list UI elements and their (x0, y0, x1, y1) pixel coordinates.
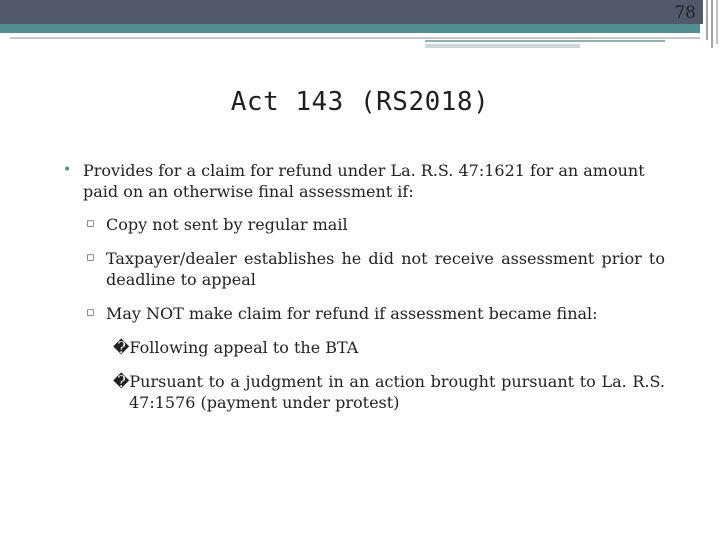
bullet-text: Provides for a claim for refund under La. R.S. 47:1621 for an amount paid on an otherwise final assessment if: (83, 161, 645, 201)
corner-decoration (706, 0, 708, 40)
header-accent-bar (0, 24, 700, 33)
corner-decoration (711, 0, 713, 48)
sub-bullet (86, 248, 665, 290)
sub-bullet-marker: ▫ (86, 305, 95, 320)
slide-body (63, 160, 665, 413)
sub-bullet-marker: ▫ (86, 250, 95, 265)
sub-sub-bullet-text: �Following appeal to the BTA (113, 338, 359, 357)
bullet-marker: • (63, 162, 72, 178)
sub-bullet-text: May NOT make claim for refund if assessment became final: (106, 304, 598, 323)
corner-decoration (716, 0, 718, 44)
sub-bullet (86, 214, 665, 235)
corner-decoration (700, 0, 703, 24)
header-bar (0, 0, 700, 24)
sub-sub-bullet (113, 371, 665, 413)
header-divider-accent-light (425, 44, 580, 48)
sub-bullet-text: Taxpayer/dealer establishes he did not receive assessment prior to deadline to appeal (106, 249, 665, 289)
header-divider (10, 37, 700, 39)
bullet-main (63, 160, 665, 202)
sub-bullet-text: Copy not sent by regular mail (106, 215, 348, 234)
sub-sub-bullet-text: �Pursuant to a judgment in an action brought pursuant to La. R.S. 47:1576 (payment under protest) (113, 372, 665, 412)
header-divider-accent (425, 40, 665, 42)
sub-sub-bullet (113, 337, 665, 358)
sub-bullet (86, 303, 665, 324)
sub-bullet-marker: ▫ (86, 216, 95, 231)
slide-number: 78 (674, 3, 696, 23)
slide-title: Act 143 (RS2018) (230, 87, 490, 117)
